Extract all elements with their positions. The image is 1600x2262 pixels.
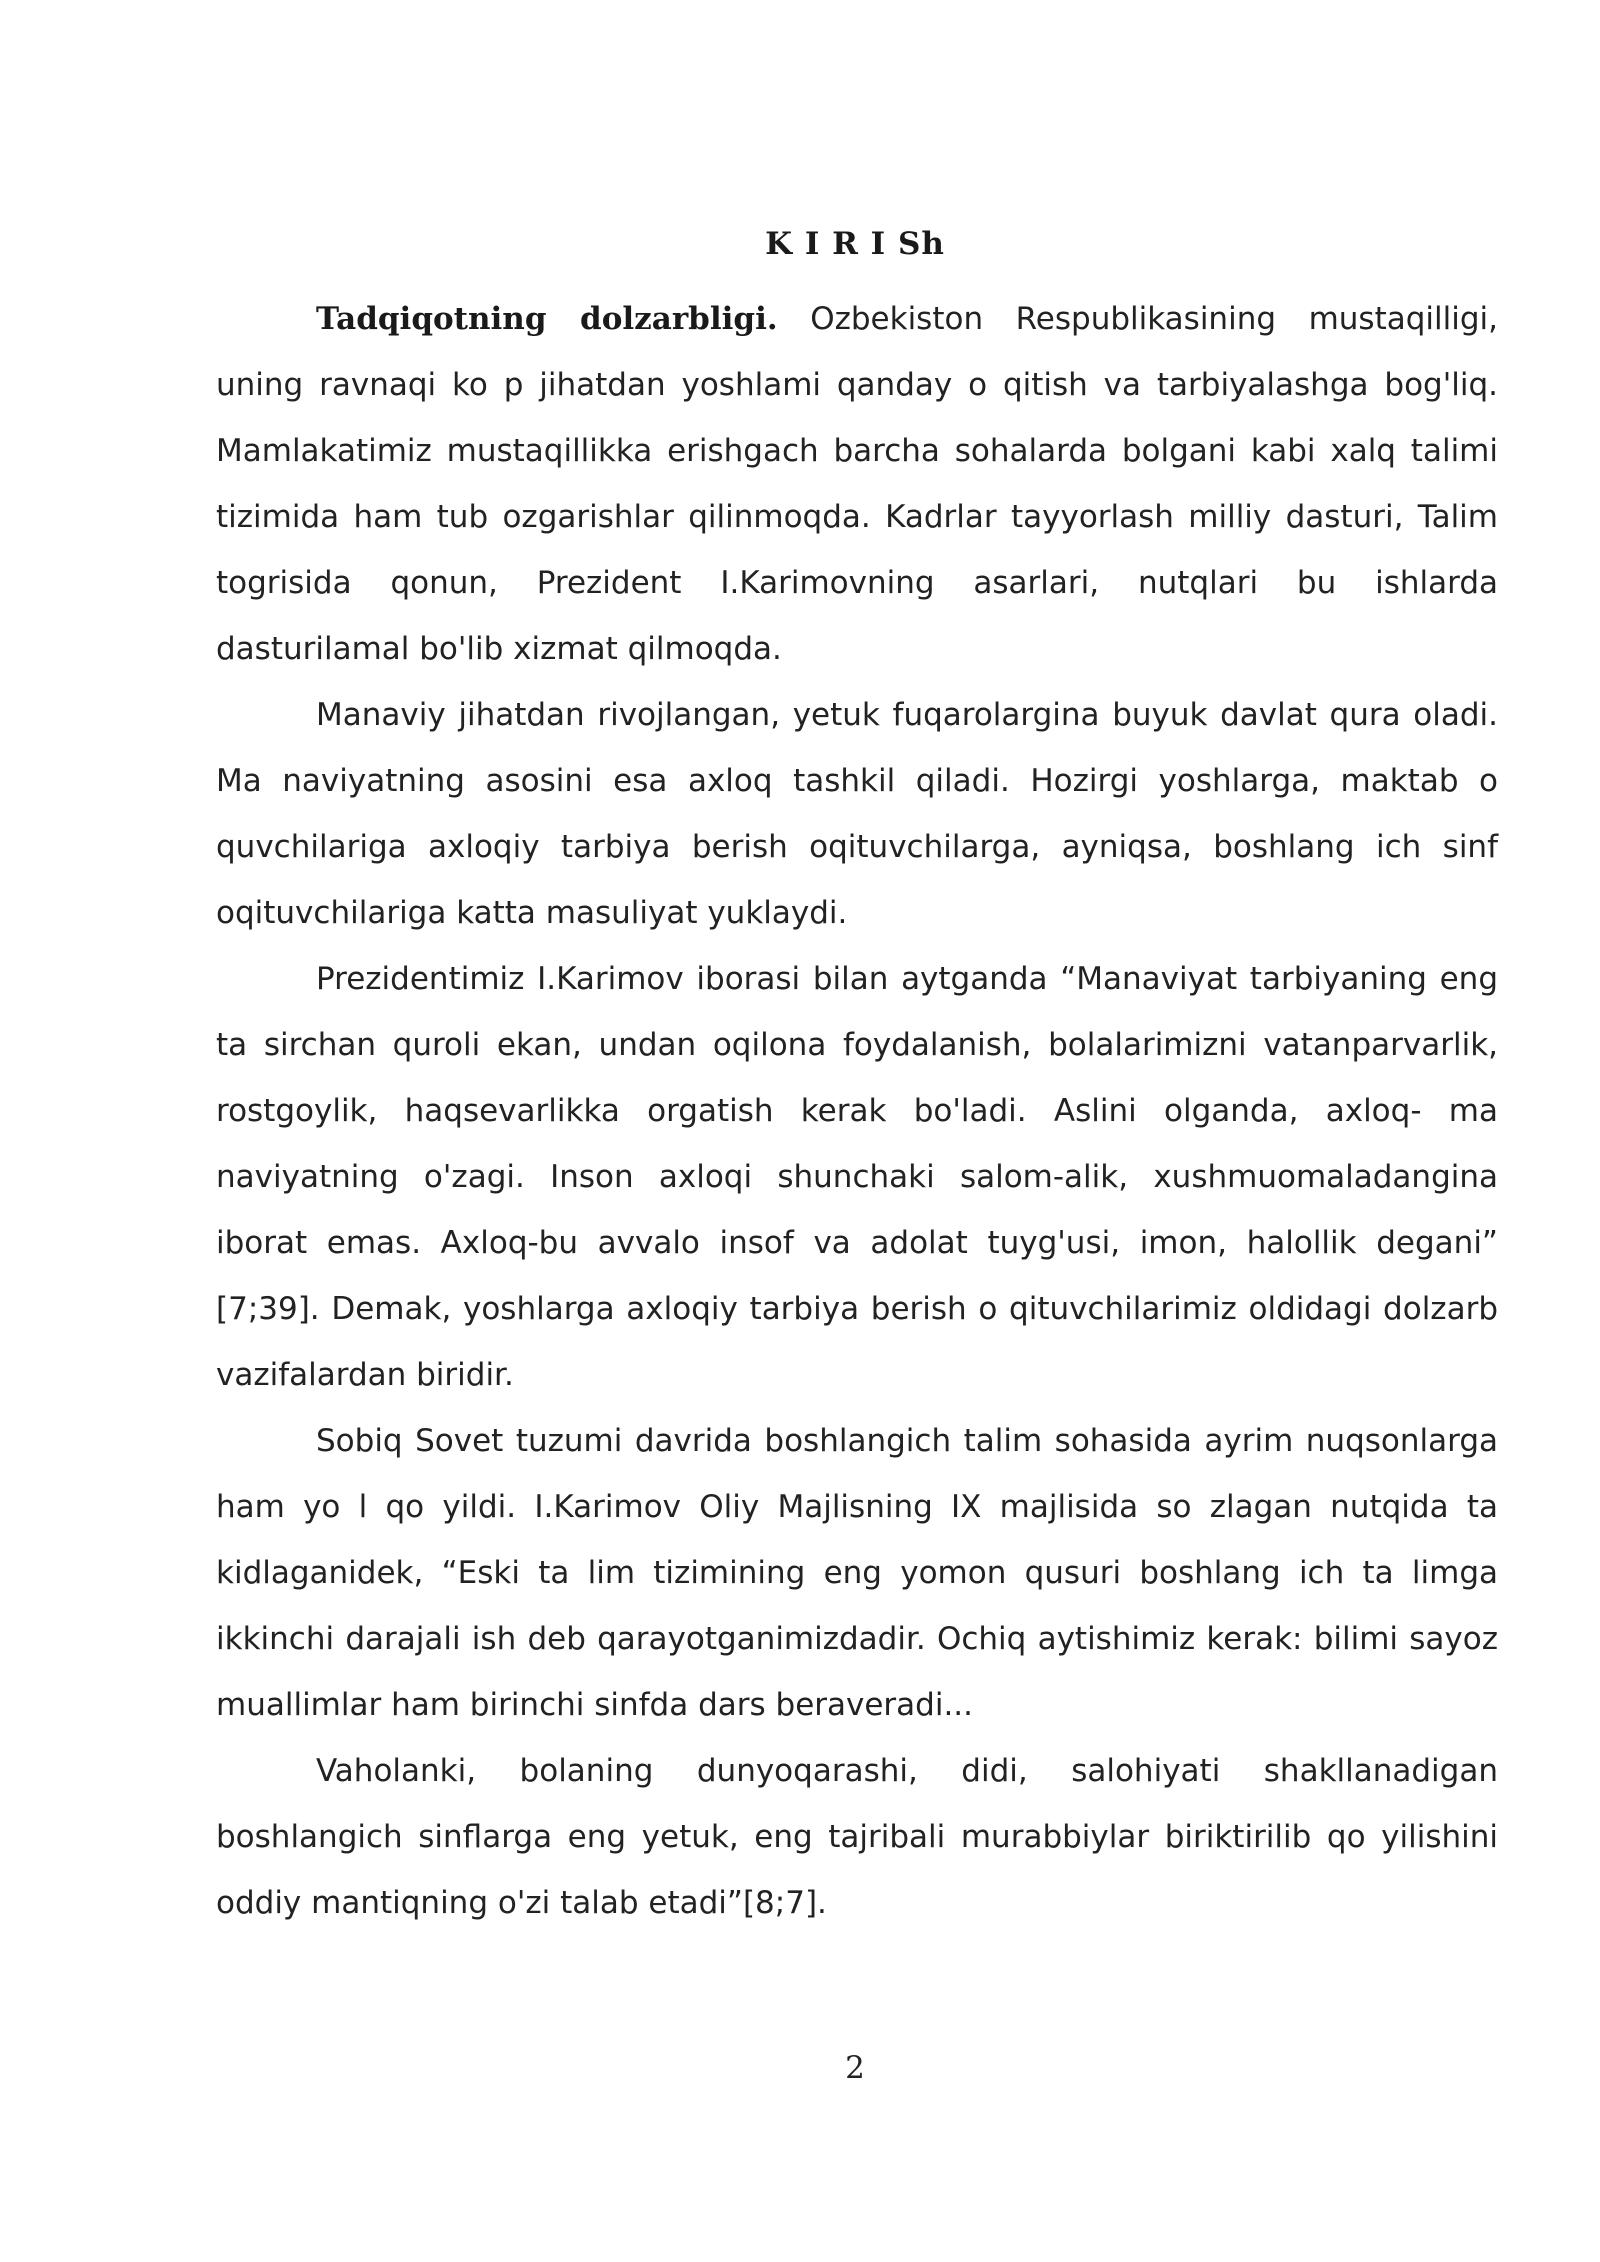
paragraph-text: Sobiq Sovet tuzumi davrida boshlangich talim sohasida ayrim nuqsonlarga ham yo l qo yildi. I.Karimov Oliy Majlisning IX majlisida so zlagan nutqida ta kidlaganidek, “Eski ta lim tizimining eng yomon qusuri boshlang ich ta limga ikkinchi darajali ish deb qarayotganimizdadir. Ochiq aytishimiz kerak: bilimi sayoz muallimlar ham birinchi sinfda dars beraveradi...	[216, 1423, 1498, 1723]
body-text	[216, 286, 1498, 1936]
paragraph-text: Vaholanki, bolaning dunyoqarashi, didi, salohiyati shakllanadigan boshlangich sinflarga eng yetuk, eng tajribali murabbiylar biriktirilib qo yilishini oddiy mantiqning o'zi talab etadi”[8;7].	[216, 1753, 1498, 1921]
paragraph-lead: Tadqiqotning dolzarbligi.	[316, 301, 778, 337]
paragraph	[216, 682, 1498, 946]
paragraph	[216, 946, 1498, 1408]
section-heading: K I R I Sh	[765, 226, 945, 262]
paragraph-text: Prezidentimiz I.Karimov iborasi bilan aytganda “Manaviyat tarbiyaning eng ta sirchan quroli ekan, undan oqilona foydalanish, bolalarimizni vatanparvarlik, rostgoylik, haqsevarlikka orgatish kerak bo'ladi. Aslini olganda, axloq- ma naviyatning o'zagi. Inson axloqi shunchaki salom-alik, xushmuomaladangina iborat emas. Axloq-bu avvalo insof va adolat tuyg'usi, imon, halollik degani” [7;39]. Demak, yoshlarga axloqiy tarbiya berish o qituvchilarimiz oldidagi dolzarb vazifalardan biridir.	[216, 961, 1498, 1393]
paragraph-text: Manaviy jihatdan rivojlangan, yetuk fuqarolargina buyuk davlat qura oladi. Ma naviyatning asosini esa axloq tashkil qiladi. Hozirgi yoshlarga, maktab o quvchilariga axloqiy tarbiya berish oqituvchilarga, ayniqsa, boshlang ich sinf oqituvchilariga katta masuliyat yuklaydi.	[216, 697, 1498, 931]
paragraph	[216, 1408, 1498, 1738]
page-number: 2	[845, 2050, 865, 2086]
paragraph-text: Ozbekiston Respublikasining mustaqilligi, uning ravnaqi ko p jihatdan yoshlami qanday o qitish va tarbiyalashga bog'liq. Mamlakatimiz mustaqillikka erishgach barcha sohalarda bolgani kabi xalq talimi tizimida ham tub ozgarishlar qilinmoqda. Kadrlar tayyorlash milliy dasturi, Talim togrisida qonun, Prezident I.Karimovning asarlari, nutqlari bu ishlarda dasturilamal bo'lib xizmat qilmoqda.	[216, 301, 1498, 667]
paragraph	[216, 286, 1498, 682]
paragraph	[216, 1738, 1498, 1936]
